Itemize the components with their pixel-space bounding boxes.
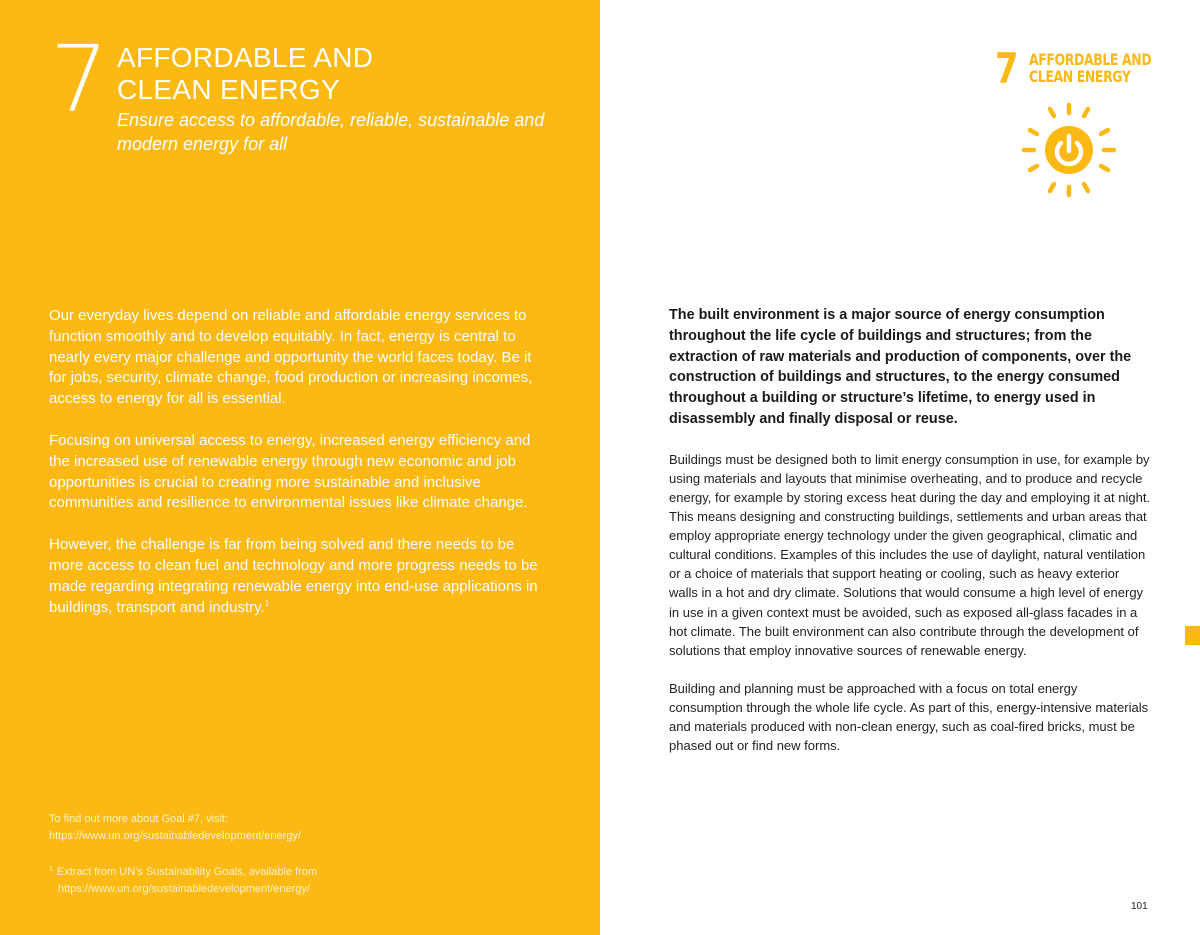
footnote-reference[interactable]: 1 xyxy=(264,598,270,608)
right-page-text xyxy=(669,305,1151,774)
goal-number: 7 xyxy=(50,26,109,133)
section-tab-marker xyxy=(1185,626,1200,645)
more-info-label: To find out more about Goal #7, visit: xyxy=(49,813,229,825)
footnote-number: 1 xyxy=(49,866,53,873)
logo-number: 7 xyxy=(995,44,1019,93)
logo-title-line: CLEAN ENERGY xyxy=(1029,67,1131,86)
sun-power-icon xyxy=(1019,100,1119,200)
footnote-link[interactable]: https://www.un.org/sustainabledevelopment/energy/ xyxy=(58,883,310,895)
intro-paragraph: Focusing on universal access to energy, increased energy efficiency and the increased use of renewable energy through new economic and job opportunities is crucial to creating more sustainable and inclusive communities and resilience to environmental issues like climate change. xyxy=(49,431,531,512)
goal-subtitle: Ensure access to affordable, reliable, sustainable and modern energy for all xyxy=(117,110,545,154)
more-info xyxy=(49,811,549,845)
goal-title xyxy=(117,42,373,106)
goal-title-line: AFFORDABLE AND xyxy=(117,42,374,73)
more-info-link[interactable]: https://www.un.org/sustainabledevelopment/energy/ xyxy=(49,830,301,842)
intro-paragraph xyxy=(49,535,539,618)
goal-title-line: CLEAN ENERGY xyxy=(117,74,340,105)
body-paragraph: Buildings must be designed both to limit energy consumption in use, for example by using materials and layouts that minimise overheating, and to produce and recycle energy, for example by storing excess heat during the day and employing it at night. This means designing and constructing buildings, settlements and urban areas that employ appropriate energy technology under the given geographical, climatic and cultural conditions. Examples of this includes the use of daylight, natural ventilation or a choice of materials that support heating or cooling, such as heavy exterior walls in a hot and dry climate. Solutions that would consume a high level of energy in use in a given context must be avoided, such as exposed all-glass facades in a hot climate. The built environment can also contribute through the development of solutions that employ innovative sources of renewable energy. xyxy=(669,451,1151,658)
intro-paragraph: Our everyday lives depend on reliable and affordable energy services to function smoothly and to develop equitably. In fact, energy is central to nearly every major challenge and opportunity the world faces today. Be it for jobs, security, climate change, food production or increasing incomes, access to energy for all is essential. xyxy=(49,307,533,408)
intro-paragraph-text: However, the challenge is far from being solved and there needs to be more access to clean fuel and technology and more progress needs to be made regarding integrating renewable energy into end-use applications in buildings, transport and industry. xyxy=(49,536,538,616)
logo-title xyxy=(1029,50,1152,86)
footnote xyxy=(49,861,549,898)
footnotes xyxy=(49,811,549,914)
page-number: 101 xyxy=(1131,901,1148,912)
sdg-goal-logo xyxy=(995,46,1155,196)
intro-text xyxy=(49,306,539,639)
logo-title-line: AFFORDABLE AND xyxy=(1029,50,1152,69)
footnote-text: Extract from UN’s Sustainability Goals, available from xyxy=(56,866,318,878)
body-paragraph: Building and planning must be approached with a focus on total energy consumption through the whole life cycle. As part of this, energy-intensive materials and materials produced with non-clean energy, such as coal-fired bricks, must be phased out or find new forms. xyxy=(669,680,1149,754)
lead-paragraph: The built environment is a major source of energy consumption throughout the life cycle of buildings and structures; from the extraction of raw materials and production of components, over the construction of buildings and structures, to the energy consumed throughout a building or structure’s lifetime, to energy used in disassembly and finally disposal or reuse. xyxy=(669,307,1132,427)
